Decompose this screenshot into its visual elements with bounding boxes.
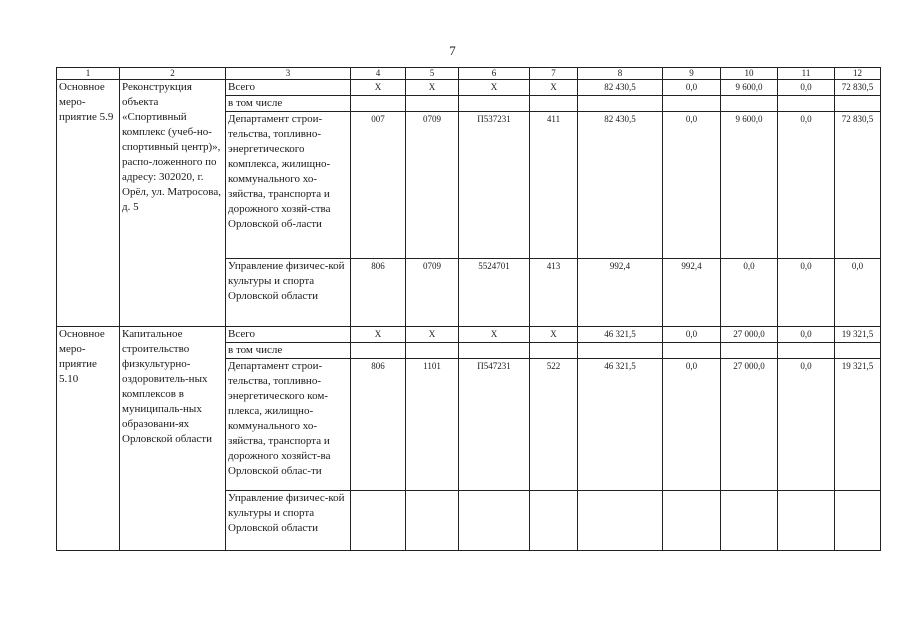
cell-col9 (663, 343, 721, 359)
cell-col4: X (351, 80, 406, 96)
cell-col10: 0,0 (721, 259, 778, 327)
cell-col5 (406, 96, 459, 112)
row-label: Управление физичес-кой культуры и спорта Орловской области (226, 491, 351, 551)
col-header: 4 (351, 68, 406, 80)
cell-col8 (578, 96, 663, 112)
cell-col12: 72 830,5 (835, 80, 881, 96)
cell-col10: 27 000,0 (721, 327, 778, 343)
cell-col7: 522 (530, 359, 578, 491)
cell-col4: X (351, 327, 406, 343)
cell-col4: 806 (351, 259, 406, 327)
cell-col10: 9 600,0 (721, 80, 778, 96)
cell-col9: 0,0 (663, 359, 721, 491)
cell-col9: 992,4 (663, 259, 721, 327)
cell-col12 (835, 491, 881, 551)
cell-col11: 0,0 (778, 327, 835, 343)
cell-col4: 007 (351, 112, 406, 259)
measure-cell: Основное меро-приятие 5.10 (57, 327, 120, 551)
cell-col5: 0709 (406, 112, 459, 259)
cell-col8 (578, 343, 663, 359)
cell-col7: 413 (530, 259, 578, 327)
cell-col12: 0,0 (835, 259, 881, 327)
cell-col12: 19 321,5 (835, 359, 881, 491)
row-label: Управление физичес-кой культуры и спорта Орловской области (226, 259, 351, 327)
page-number: 7 (449, 43, 456, 58)
cell-col4 (351, 343, 406, 359)
cell-col11 (778, 343, 835, 359)
col-header: 1 (57, 68, 120, 80)
cell-col9: 0,0 (663, 112, 721, 259)
object-cell: Капитальное строительство физкультурно-оздоровитель-ных комплексов в муниципаль-ных образовани-ях Орловской области (120, 327, 226, 551)
cell-col12: 72 830,5 (835, 112, 881, 259)
cell-col7 (530, 491, 578, 551)
cell-col5 (406, 491, 459, 551)
cell-col11: 0,0 (778, 259, 835, 327)
col-header: 2 (120, 68, 226, 80)
table-row (57, 327, 881, 343)
col-header: 9 (663, 68, 721, 80)
cell-col6 (459, 491, 530, 551)
cell-col4: 806 (351, 359, 406, 491)
cell-col9 (663, 491, 721, 551)
cell-col11 (778, 96, 835, 112)
col-header: 5 (406, 68, 459, 80)
cell-col12 (835, 343, 881, 359)
object-cell: Реконструкция объекта «Спортивный комплекс (учеб-но-спортивный центр)», распо-ложенного по адресу: 302020, г. Орёл, ул. Матросова, д. 5 (120, 80, 226, 327)
cell-col5: 1101 (406, 359, 459, 491)
row-label: Департамент строи-тельства, топливно-энергетического ком-плекса, жилищно-коммунального хо-зяйства, транспорта и дорожного хозяйст-ва Орловской облас-ти (226, 359, 351, 491)
budget-table (56, 67, 881, 551)
col-header: 12 (835, 68, 881, 80)
cell-col10: 9 600,0 (721, 112, 778, 259)
cell-col4 (351, 96, 406, 112)
cell-col7 (530, 96, 578, 112)
cell-col5: X (406, 327, 459, 343)
cell-col6: X (459, 327, 530, 343)
row-label: Всего (226, 327, 351, 343)
cell-col6: 5524701 (459, 259, 530, 327)
cell-col8: 46 321,5 (578, 359, 663, 491)
cell-col9: 0,0 (663, 327, 721, 343)
cell-col7: X (530, 327, 578, 343)
cell-col11: 0,0 (778, 359, 835, 491)
cell-col8: 46 321,5 (578, 327, 663, 343)
cell-col11: 0,0 (778, 112, 835, 259)
cell-col4 (351, 491, 406, 551)
cell-col10 (721, 343, 778, 359)
col-header: 8 (578, 68, 663, 80)
measure-cell: Основное меро-приятие 5.9 (57, 80, 120, 327)
cell-col8: 82 430,5 (578, 112, 663, 259)
row-label: в том числе (226, 96, 351, 112)
cell-col6 (459, 96, 530, 112)
row-label: Всего (226, 80, 351, 96)
col-header: 11 (778, 68, 835, 80)
cell-col5: X (406, 80, 459, 96)
col-header: 6 (459, 68, 530, 80)
col-header: 10 (721, 68, 778, 80)
row-label: в том числе (226, 343, 351, 359)
col-header: 7 (530, 68, 578, 80)
cell-col6: П547231 (459, 359, 530, 491)
cell-col5 (406, 343, 459, 359)
cell-col12: 19 321,5 (835, 327, 881, 343)
cell-col5: 0709 (406, 259, 459, 327)
cell-col7: 411 (530, 112, 578, 259)
cell-col8: 992,4 (578, 259, 663, 327)
cell-col11: 0,0 (778, 80, 835, 96)
cell-col12 (835, 96, 881, 112)
table-row (57, 80, 881, 96)
col-header: 3 (226, 68, 351, 80)
cell-col6 (459, 343, 530, 359)
cell-col9 (663, 96, 721, 112)
cell-col7: X (530, 80, 578, 96)
cell-col10 (721, 491, 778, 551)
cell-col9: 0,0 (663, 80, 721, 96)
cell-col6: П537231 (459, 112, 530, 259)
cell-col11 (778, 491, 835, 551)
cell-col6: X (459, 80, 530, 96)
cell-col10: 27 000,0 (721, 359, 778, 491)
cell-col7 (530, 343, 578, 359)
cell-col8: 82 430,5 (578, 80, 663, 96)
cell-col8 (578, 491, 663, 551)
row-label: Департамент строи-тельства, топливно-энергетического комплекса, жилищно-коммунального хо-зяйства, транспорта и дорожного хозяй-ства Орловской об-ласти (226, 112, 351, 259)
header-row (57, 68, 881, 80)
cell-col10 (721, 96, 778, 112)
